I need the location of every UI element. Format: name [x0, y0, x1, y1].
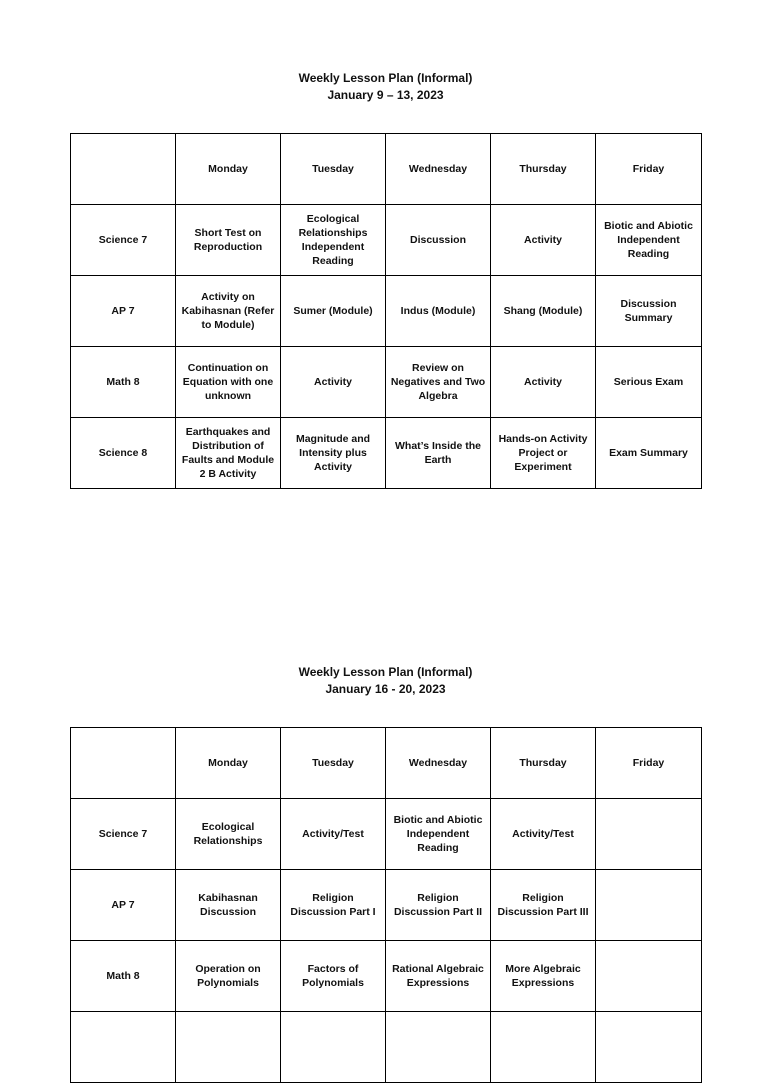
table-cell: Monday [176, 728, 281, 799]
table-cell: Thursday [491, 728, 596, 799]
plan-dates: January 9 – 13, 2023 [327, 88, 444, 102]
table-cell: Review on Negatives and Two Algebra [386, 347, 491, 418]
table-header-row [71, 134, 702, 205]
table-cell: Hands-on Activity Project or Experiment [491, 418, 596, 489]
table-cell: Kabihasnan Discussion [176, 870, 281, 941]
plan-title-text: Weekly Lesson Plan (Informal) [298, 665, 473, 679]
table-cell: Exam Summary [596, 418, 702, 489]
table-cell [281, 1012, 386, 1083]
table-cell: AP 7 [71, 870, 176, 941]
table-cell: Ecological Relationships Independent Reading [281, 205, 386, 276]
table-cell: Activity [281, 347, 386, 418]
table-cell: Biotic and Abiotic Independent Reading [596, 205, 702, 276]
table-row [71, 418, 702, 489]
plan-title-text: Weekly Lesson Plan (Informal) [298, 71, 473, 85]
table-cell [71, 134, 176, 205]
table-cell: Short Test on Reproduction [176, 205, 281, 276]
table-cell: Sumer (Module) [281, 276, 386, 347]
table-cell [596, 799, 702, 870]
plan-dates: January 16 - 20, 2023 [325, 682, 446, 696]
table-cell: Operation on Polynomials [176, 941, 281, 1012]
table-cell: Tuesday [281, 134, 386, 205]
table-cell: Indus (Module) [386, 276, 491, 347]
table-row [71, 347, 702, 418]
table-row [71, 799, 702, 870]
table-row [71, 205, 702, 276]
table-cell: Ecological Relationships [176, 799, 281, 870]
table-cell: Activity [491, 347, 596, 418]
table-cell: Math 8 [71, 347, 176, 418]
lesson-table [70, 727, 702, 1083]
table-cell: Religion Discussion Part II [386, 870, 491, 941]
table-cell: What’s Inside the Earth [386, 418, 491, 489]
table-header-row [71, 728, 702, 799]
table-cell: Science 8 [71, 418, 176, 489]
table-cell [596, 870, 702, 941]
lesson-table [70, 133, 702, 489]
lesson-plan-week-2 [70, 664, 701, 1083]
table-cell: Continuation on Equation with one unknown [176, 347, 281, 418]
table-cell: Science 7 [71, 799, 176, 870]
table-cell [596, 941, 702, 1012]
table-cell: Wednesday [386, 728, 491, 799]
table-cell: Shang (Module) [491, 276, 596, 347]
table-cell: Activity [491, 205, 596, 276]
table-cell: Biotic and Abiotic Independent Reading [386, 799, 491, 870]
table-cell: Discussion Summary [596, 276, 702, 347]
plan-title [70, 664, 701, 698]
table-cell [596, 1012, 702, 1083]
table-cell: Religion Discussion Part I [281, 870, 386, 941]
table-cell: Friday [596, 728, 702, 799]
table-cell [386, 1012, 491, 1083]
table-row [71, 276, 702, 347]
table-cell: Magnitude and Intensity plus Activity [281, 418, 386, 489]
table-cell [71, 1012, 176, 1083]
table-cell: AP 7 [71, 276, 176, 347]
table-cell: Activity/Test [491, 799, 596, 870]
table-cell: Serious Exam [596, 347, 702, 418]
table-cell: Friday [596, 134, 702, 205]
table-cell: Activity on Kabihasnan (Refer to Module) [176, 276, 281, 347]
table-cell: Tuesday [281, 728, 386, 799]
table-cell: Religion Discussion Part III [491, 870, 596, 941]
table-cell: Thursday [491, 134, 596, 205]
table-cell [491, 1012, 596, 1083]
table-cell: Wednesday [386, 134, 491, 205]
table-cell [71, 728, 176, 799]
plan-title [70, 70, 701, 104]
table-cell: Discussion [386, 205, 491, 276]
lesson-plan-week-1 [70, 70, 701, 489]
table-cell: More Algebraic Expressions [491, 941, 596, 1012]
table-cell: Science 7 [71, 205, 176, 276]
table-cell: Monday [176, 134, 281, 205]
table-row [71, 1012, 702, 1083]
table-row [71, 870, 702, 941]
table-cell: Activity/Test [281, 799, 386, 870]
table-cell: Rational Algebraic Expressions [386, 941, 491, 1012]
table-row [71, 941, 702, 1012]
table-cell: Math 8 [71, 941, 176, 1012]
table-cell: Earthquakes and Distribution of Faults and Module 2 B Activity [176, 418, 281, 489]
table-cell: Factors of Polynomials [281, 941, 386, 1012]
table-cell [176, 1012, 281, 1083]
